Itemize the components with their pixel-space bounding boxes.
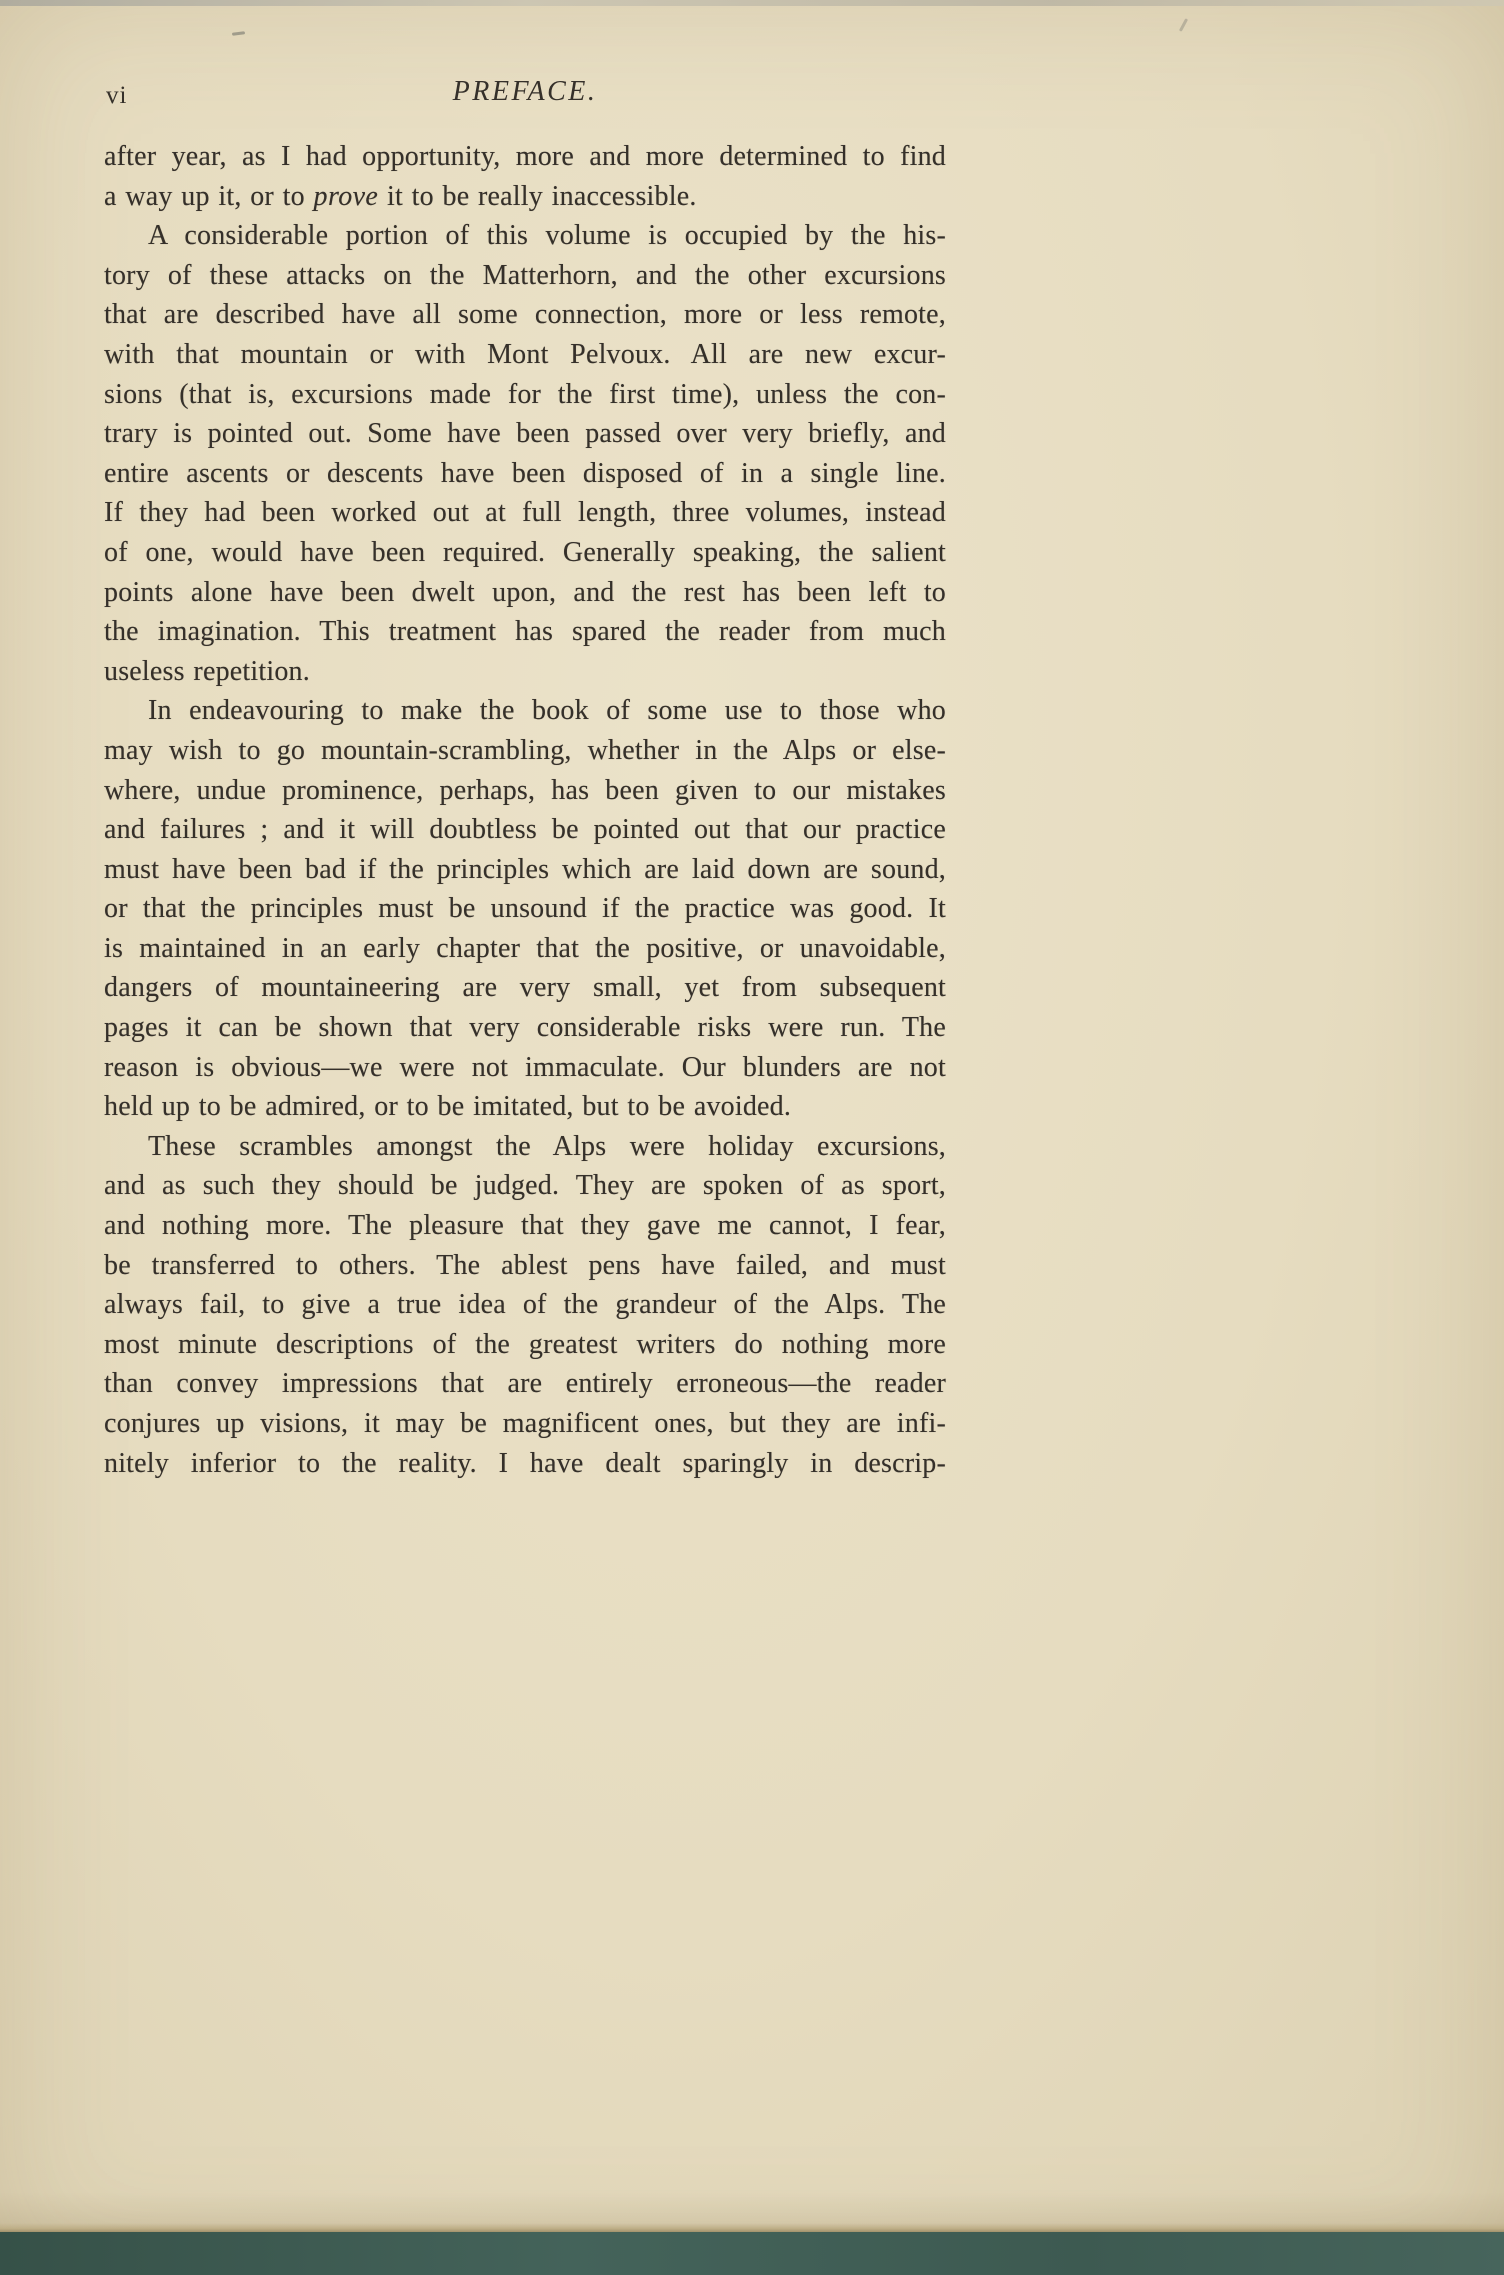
page-body — [104, 137, 946, 1483]
text-line: points alone have been dwelt upon, and the rest has been left to — [104, 576, 946, 608]
scan-bottom-band — [0, 2232, 1504, 2275]
text-line: with that mountain or with Mont Pelvoux. All are new excur- — [104, 338, 946, 370]
text-line: may wish to go mountain-scrambling, whether in the Alps or else- — [104, 734, 946, 766]
text-line: reason is obvious—we were not immaculate. Our blunders are not — [104, 1051, 946, 1083]
text-line: most minute descriptions of the greatest writers do nothing more — [104, 1328, 946, 1360]
pencil-mark — [232, 31, 245, 36]
text-line: where, undue prominence, perhaps, has been given to our mistakes — [104, 774, 946, 806]
text-line: must have been bad if the principles which are laid down are sound, — [104, 853, 946, 885]
text-line: is maintained in an early chapter that the positive, or unavoidable, — [104, 932, 946, 964]
running-head: PREFACE. — [452, 76, 598, 107]
text-line: sions (that is, excursions made for the first time), unless the con- — [104, 378, 946, 410]
text-line: of one, would have been required. Generally speaking, the salient — [104, 536, 946, 568]
text-line: after year, as I had opportunity, more and more determined to find — [104, 141, 946, 172]
text-line: tory of these attacks on the Matterhorn, and the other excursions — [104, 259, 946, 291]
text-line: the imagination. This treatment has spared the reader from much — [104, 616, 946, 648]
text-line: pages it can be shown that very considerable risks were run. The — [104, 1012, 946, 1044]
text-line: always fail, to give a true idea of the grandeur of the Alps. The — [104, 1289, 946, 1321]
paragraph — [104, 1127, 946, 1483]
text-line: trary is pointed out. Some have been passed over very briefly, and — [104, 418, 946, 450]
text-line: that are described have all some connection, more or less remote, — [104, 299, 946, 331]
text-line: A considerable portion of this volume is occupied by the his- — [148, 220, 946, 252]
text-line: In endeavouring to make the book of some use to those who — [148, 695, 946, 727]
text-line: useless repetition. — [104, 655, 310, 687]
text-line: These scrambles amongst the Alps were holiday excursions, — [148, 1130, 946, 1162]
text-line: and nothing more. The pleasure that they gave me cannot, I fear, — [104, 1210, 946, 1242]
text-line: and failures ; and it will doubtless be pointed out that our practice — [104, 814, 946, 846]
text-line: nitely inferior to the reality. I have dealt sparingly in descrip- — [104, 1447, 946, 1479]
paragraph — [104, 137, 946, 216]
pencil-mark — [1179, 18, 1188, 32]
scan-top-edge — [0, 0, 1504, 6]
text-line: a way up it, or to prove it to be really inaccessible. — [104, 180, 697, 212]
page-number: vi — [106, 82, 128, 109]
text-line: or that the principles must be unsound if the practice was good. It — [104, 893, 946, 925]
text-line: be transferred to others. The ablest pens have failed, and must — [104, 1249, 946, 1281]
italic-word: prove — [313, 180, 379, 212]
text-line: than convey impressions that are entirely erroneous—the reader — [104, 1368, 946, 1400]
text-line: conjures up visions, it may be magnificent ones, but they are infi- — [104, 1408, 946, 1439]
paragraph — [104, 216, 946, 691]
text-line: dangers of mountaineering are very small, yet from subsequent — [104, 972, 946, 1004]
text-line: and as such they should be judged. They are spoken of as sport, — [104, 1170, 946, 1202]
text-line: entire ascents or descents have been disposed of in a single line. — [104, 457, 946, 489]
paragraph — [104, 691, 946, 1127]
text-line: If they had been worked out at full length, three volumes, instead — [104, 497, 946, 529]
page-header — [104, 76, 946, 112]
text-line: held up to be admired, or to be imitated, but to be avoided. — [104, 1091, 792, 1123]
